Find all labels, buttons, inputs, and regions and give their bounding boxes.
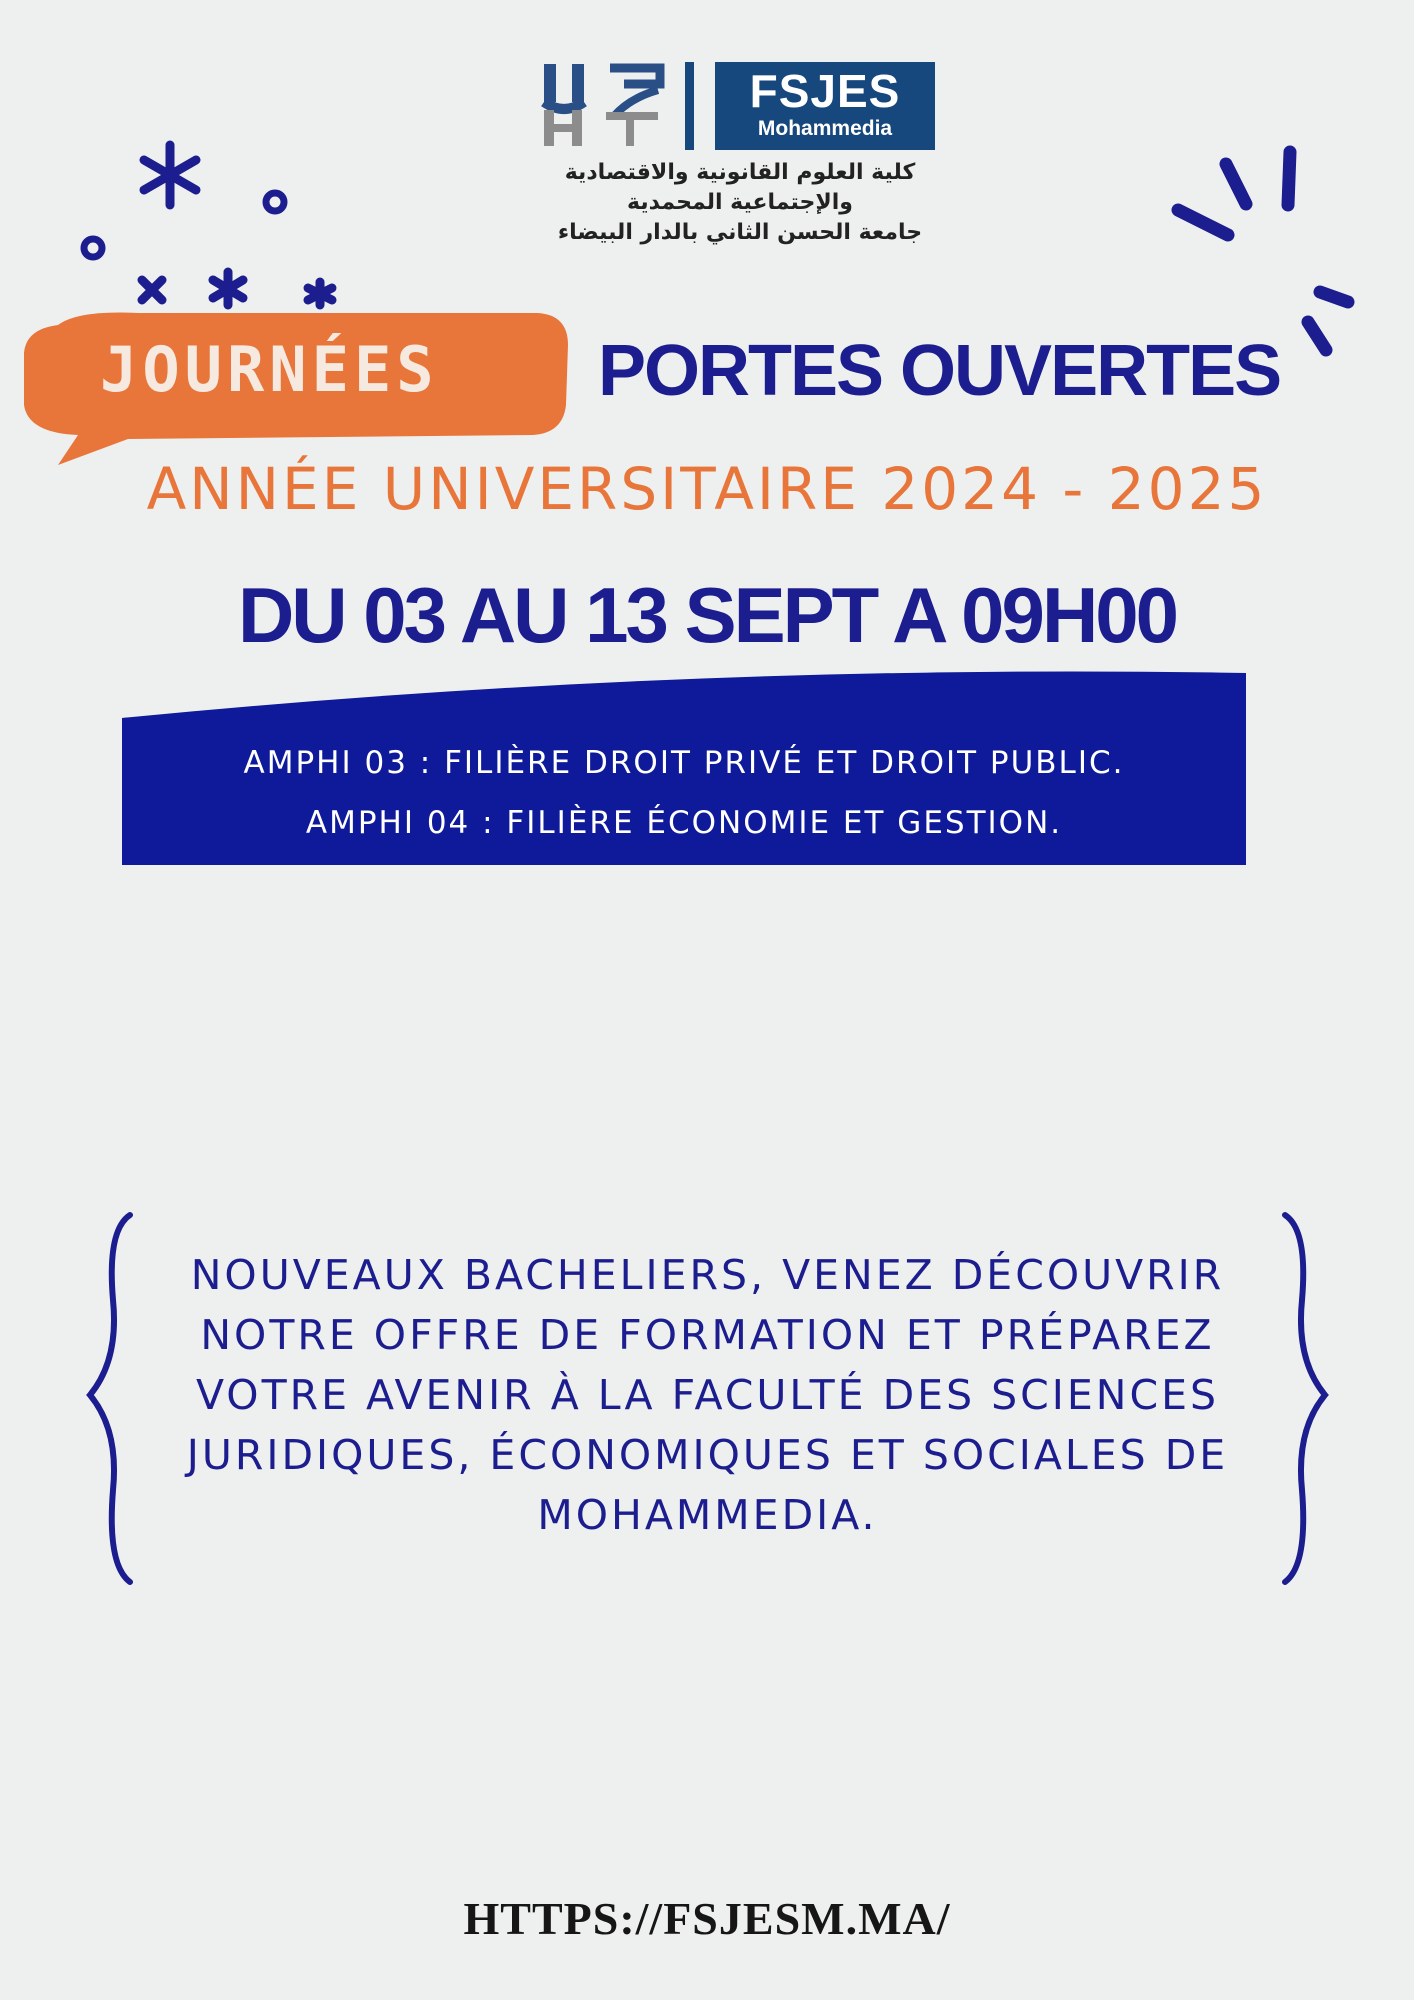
academic-year-heading: ANNÉE UNIVERSITAIRE 2024 - 2025 [146,455,1268,523]
portes-ouvertes-heading: PORTES OUVERTES [598,331,1281,411]
org-short-name: FSJES [749,65,901,117]
event-dates-heading: DU 03 AU 13 SEPT A 09H00 [237,571,1177,659]
invitation-paragraph [170,1245,1245,1545]
invitation-line: MOHAMMEDIA. [537,1491,878,1539]
logo-divider [685,62,694,150]
arabic-line: جامعة الحسن الثاني بالدار البيضاء [557,220,923,245]
org-city: Mohammedia [757,117,893,140]
invitation-line: NOTRE OFFRE DE FORMATION ET PRÉPAREZ [200,1311,1215,1359]
website-link[interactable]: HTTPS://FSJESM.MA/ [463,1893,951,1944]
invitation-line: NOUVEAUX BACHELIERS, VENEZ DÉCOUVRIR [190,1251,1225,1299]
arabic-line: كلية العلوم القانونية والاقتصادية [564,160,916,185]
journees-heading: JOURNÉES [100,333,439,406]
arabic-faculty-name [540,158,940,248]
fsjes-badge [715,62,935,150]
invitation-line: VOTRE AVENIR À LA FACULTÉ DES SCIENCES [195,1371,1220,1419]
amphi-line: AMPHI 03 : FILIÈRE DROIT PRIVÉ ET DROIT PUBLIC. [243,745,1125,781]
amphi-banner [122,733,1246,853]
arabic-line: والإجتماعية المحمدية [627,190,853,215]
faculty-logo [540,58,940,268]
university-hassan-ii-mark-icon [540,58,670,148]
asterisk-sparkles-icon [60,130,380,330]
amphi-line: AMPHI 04 : FILIÈRE ÉCONOMIE ET GESTION. [305,805,1063,841]
invitation-line: JURIDIQUES, ÉCONOMIQUES ET SOCIALES DE [186,1431,1229,1479]
